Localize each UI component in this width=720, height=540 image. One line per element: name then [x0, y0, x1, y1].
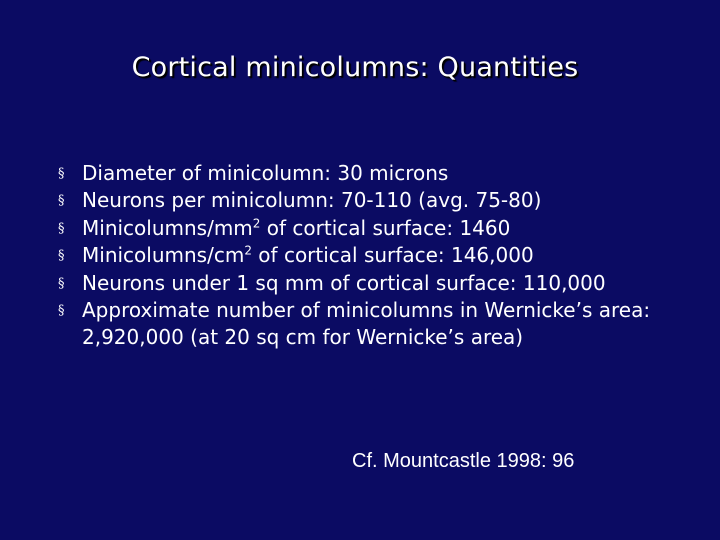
bullet-item: [58, 270, 698, 297]
bullet-list: [58, 160, 698, 352]
bullet-text-main: Neurons per minicolumn: 70-110 (avg. 75-80): [82, 188, 542, 213]
bullet-item: [58, 242, 698, 269]
bullet-marker-icon: §: [58, 303, 65, 319]
bullet-item: [58, 187, 698, 214]
bullet-item: [58, 297, 698, 352]
bullet-text-main: Minicolumns/cm: [82, 243, 245, 268]
bullet-marker-icon: §: [58, 220, 65, 236]
bullet-text-main: Diameter of minicolumn: 30 microns: [82, 161, 449, 185]
bullet-marker-icon: §: [58, 166, 65, 181]
citation: Cf. Mountcastle 1998: 96: [352, 450, 575, 472]
bullet-text-main: Neurons under 1 sq mm of cortical surface: 110,000: [82, 270, 606, 295]
bullet-marker-icon: §: [58, 275, 65, 291]
bullet-text: [82, 161, 448, 185]
bullet-text-tail: of cortical surface: 146,000: [251, 243, 534, 268]
bullet-marker-icon: §: [58, 248, 65, 264]
bullet-text: [82, 243, 534, 267]
bullet-item: [58, 160, 698, 187]
bullet-text: [82, 271, 606, 295]
bullet-text-tail: of cortical surface: 1460: [260, 215, 511, 240]
bullet-text: [82, 297, 698, 352]
slide-title: Cortical minicolumns: Quantities: [131, 52, 579, 83]
bullet-text-main: Minicolumns/mm: [82, 215, 253, 240]
bullet-item: [58, 215, 698, 242]
bullet-text: [82, 216, 510, 240]
superscript: 2: [252, 216, 261, 231]
bullet-text: [82, 188, 541, 212]
bullet-marker-icon: §: [58, 193, 65, 209]
superscript: 2: [244, 243, 252, 258]
bullet-text-main: Approximate number of minicolumns in Wernicke’s area: 2,920,000 (at 20 sq cm for Wernicke’s area): [82, 298, 657, 350]
